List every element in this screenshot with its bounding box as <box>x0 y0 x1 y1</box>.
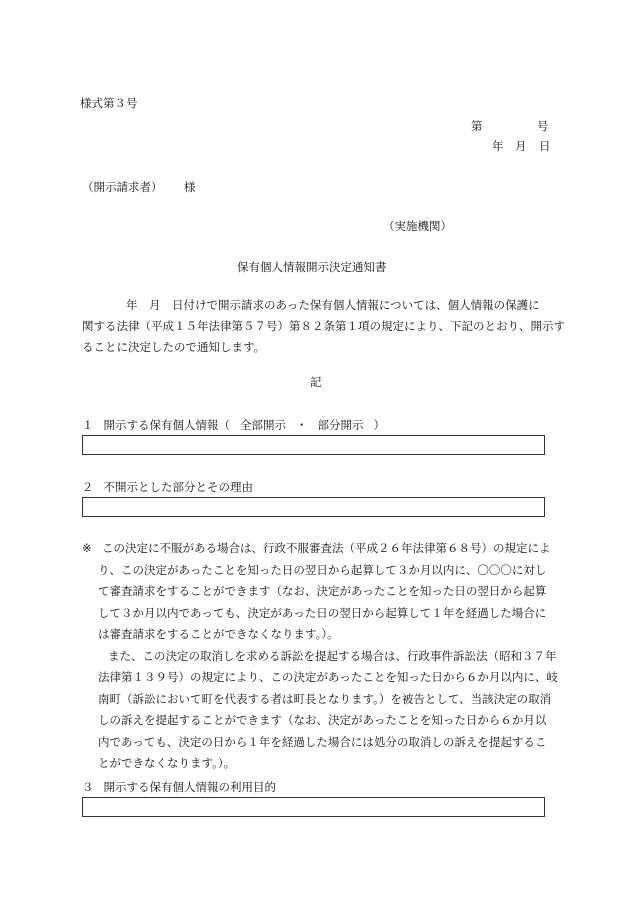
section3-box[interactable] <box>82 797 545 817</box>
note-line: しの訴えを提起することができます（なお、決定があったことを知った日から６か月以 <box>98 713 547 727</box>
date-month: 月 <box>515 139 527 153</box>
date-day: 日 <box>539 139 551 153</box>
section1-label: 開示する保有個人情報（ <box>103 418 230 432</box>
note-line: 法律第１３９号）の規定により、この決定があったことを知った日から６か月以内に、岐 <box>98 670 558 684</box>
section3-label: 開示する保有個人情報の利用目的 <box>103 780 276 794</box>
section1-heading <box>82 418 385 432</box>
appeal-note <box>82 538 558 775</box>
body-line: 年 月 日付けで開示請求のあった保有個人情報については、個人情報の保護に <box>126 298 540 312</box>
doc-number-suffix: 号 <box>537 119 549 133</box>
note-line: 南町（訴訟において町を代表する者は町長となります。）を被告として、当該決定の取消 <box>98 691 552 706</box>
section1-number: １ <box>82 418 94 432</box>
body-paragraph <box>82 295 565 358</box>
note-line: て審査請求をすることができます（なお、決定があったことを知った日の翌日から起算 <box>98 584 547 598</box>
ki-heading: 記 <box>310 375 322 389</box>
note-line: また、この決定の取消しを求める訴訟を提起する場合は、行政事件訴訟法（昭和３７年 <box>108 648 557 663</box>
section3-heading <box>82 780 276 794</box>
doc-number-prefix: 第 <box>471 119 483 133</box>
note-line: この決定に不服がある場合は、行政不服審査法（平成２６年法律第６８号）の規定によ <box>102 541 551 555</box>
section2-label: 不開示とした部分とその理由 <box>103 480 253 494</box>
body-line: 関する法律（平成１５年法律第５７号）第８２条第１項の規定により、下記のとおり、開示す <box>82 319 565 333</box>
note-line: して３か月以内であっても、決定があった日の翌日から起算して１年を経過した場合に <box>98 605 547 620</box>
note-line: とができなくなります。）。 <box>98 756 236 770</box>
date-year: 年 <box>492 139 504 153</box>
option-partial-disclosure: 部分開示 <box>317 418 364 432</box>
section2-box[interactable] <box>82 497 545 517</box>
option-full-disclosure: 全部開示 <box>240 418 286 432</box>
note-line: り、この決定があったことを知った日の翌日から起算して３か月以内に、〇〇〇に対し <box>98 562 547 577</box>
document-title: 保有個人情報開示決定通知書 <box>237 260 387 274</box>
recipient-label: （開示請求者） <box>82 180 163 194</box>
section1-close: ） <box>373 418 385 432</box>
section3-number: ３ <box>82 780 94 794</box>
note-mark: ※ <box>82 541 92 555</box>
section2-heading <box>82 480 253 494</box>
section1-box[interactable] <box>82 435 545 455</box>
form-number: 様式第３号 <box>80 96 138 110</box>
body-line: ることに決定したので通知します。 <box>82 340 266 354</box>
issuer-label: （実施機関） <box>383 219 452 233</box>
recipient-honorific: 様 <box>184 180 196 194</box>
note-line: は審査請求をすることができなくなります。）。 <box>98 627 339 641</box>
section2-number: ２ <box>82 480 94 494</box>
note-line: 内であっても、決定の日から１年を経過した場合には処分の取消しの訴えを提起するこ <box>98 734 547 749</box>
option-separator: ・ <box>296 418 308 432</box>
